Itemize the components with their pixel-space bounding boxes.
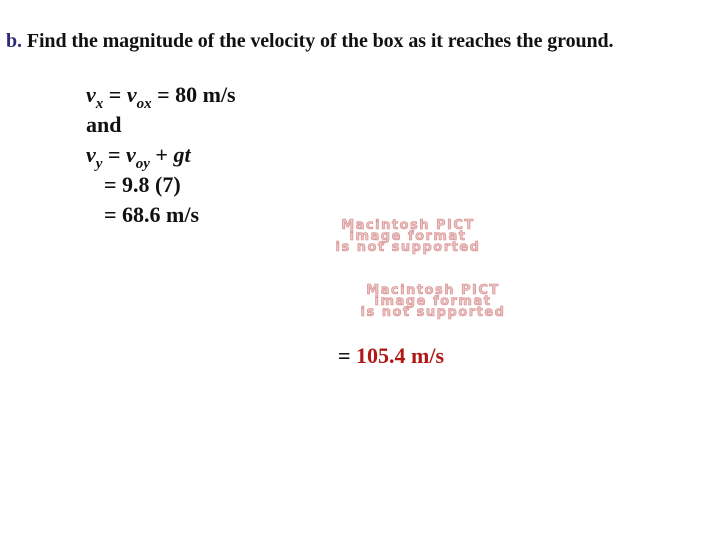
- question-heading: [6, 30, 613, 53]
- vy-subscript: y: [95, 156, 103, 172]
- result-value: 105.4 m/s: [356, 343, 445, 368]
- pict-placeholder-line: Macintosh PICT: [366, 283, 500, 298]
- pict-placeholder-line: image format: [374, 294, 492, 309]
- vx-symbol: v: [86, 82, 96, 107]
- vy-step-2: = 68.6 m/s: [104, 202, 200, 227]
- gt-term: gt: [173, 142, 191, 167]
- question-text: Find the magnitude of the velocity of the box as it reaches the ground.: [26, 30, 614, 52]
- voy-symbol: v: [125, 142, 136, 167]
- vox-symbol: v: [126, 82, 137, 107]
- solution-work: [86, 80, 236, 230]
- vx-equation: [86, 80, 236, 110]
- vx-equals: =: [108, 82, 122, 107]
- vy-equation: [86, 140, 236, 170]
- pict-placeholder-line: is not supported: [335, 240, 481, 255]
- vx-subscript: x: [95, 96, 104, 112]
- vy-equals: =: [107, 142, 121, 167]
- vy-step-1: = 9.8 (7): [104, 172, 181, 197]
- question-letter: b.: [6, 30, 22, 52]
- pict-placeholder-line: is not supported: [360, 305, 506, 320]
- vox-subscript: ox: [136, 96, 152, 112]
- pict-placeholder-line: Macintosh PICT: [341, 218, 475, 233]
- velocity-result: [338, 343, 444, 369]
- vy-symbol: v: [86, 142, 96, 167]
- vx-value: = 80 m/s: [157, 82, 236, 107]
- pict-placeholder-line: image format: [349, 229, 467, 244]
- vy-plus: +: [155, 142, 168, 167]
- pict-placeholder-2: [330, 285, 536, 318]
- result-equals: =: [338, 343, 351, 368]
- pict-placeholder-1: [300, 220, 516, 253]
- and-text: and: [86, 112, 122, 137]
- voy-subscript: oy: [135, 156, 150, 172]
